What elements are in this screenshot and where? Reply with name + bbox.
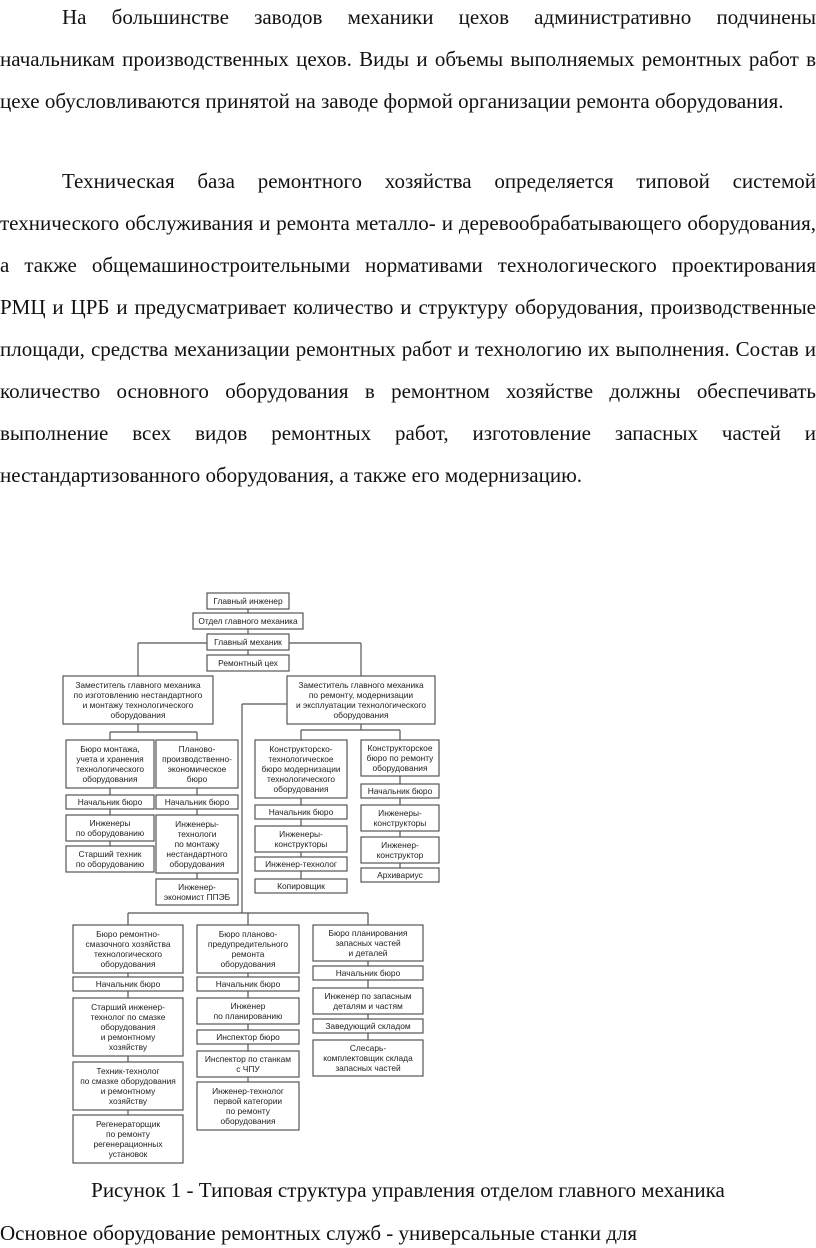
org-box <box>361 837 439 863</box>
org-box <box>197 1030 299 1044</box>
org-box-label: оборудования <box>333 710 389 720</box>
org-box-label: экономическое <box>167 764 227 774</box>
org-box-label: по ремонту <box>226 1106 270 1116</box>
org-box <box>197 1051 299 1077</box>
org-box-label: бюро по ремонту <box>366 753 434 763</box>
org-box-label: Конструкторское <box>367 743 433 753</box>
org-box-label: комплектовщик склада <box>323 1053 413 1063</box>
org-box-label: Ремонтный цех <box>218 658 278 668</box>
org-box-label: хозяйству <box>108 1096 148 1106</box>
column-spare-parts-bureau <box>313 925 423 1076</box>
chief-engineer-box <box>207 593 289 609</box>
org-box-label: Инспектор по станкам <box>204 1054 292 1064</box>
org-box-label: Техник-технолог <box>96 1066 160 1076</box>
paragraph-3-start: Основное оборудование ремонтных служб - универсальные станки для <box>0 1221 638 1245</box>
org-box <box>73 1115 183 1163</box>
org-box-label: по смазке оборудования <box>80 1076 176 1086</box>
org-box <box>313 988 423 1014</box>
column-design-repair-bureau <box>361 740 439 882</box>
org-box-label: технологи <box>177 829 217 839</box>
org-box-label: Начальник бюро <box>77 797 143 807</box>
org-box-label: оборудования <box>372 763 428 773</box>
org-box-label: по ремонту, модернизации <box>308 690 414 700</box>
org-box-label: технологического <box>75 764 145 774</box>
org-box-label: установок <box>108 1149 148 1159</box>
org-box-label: Начальник бюро <box>215 979 281 989</box>
org-box <box>66 846 154 872</box>
org-box <box>361 805 439 831</box>
org-box-label: Отдел главного механика <box>198 616 298 626</box>
repair-shop-box <box>207 655 289 671</box>
org-box-label: смазочного хозяйства <box>85 939 171 949</box>
org-box-label: Бюро планирования <box>328 928 408 938</box>
org-box-label: Инженеры- <box>279 829 323 839</box>
org-box-label: Планово- <box>178 744 216 754</box>
org-box-label: Инженер- <box>178 882 216 892</box>
org-box-label: Инженеры- <box>175 819 219 829</box>
paragraph-2: Техническая база ремонтного хозяйства определяется типовой системой технического обслуживания и ремонта металло- и деревообрабатывающего оборудования, а также общемашиностроительными нормативами технологического проектирования РМЦ и ЦРБ и предусматривает количество и структуру оборудования, производственные площади, средства механизации ремонтных работ и технологию их выполнения. Состав и количество основного оборудования в ремонтном хозяйстве должны обеспечивать выполнение всех видов ремонтных работ, изготовление запасных частей и нестандартизованного оборудования, а также его модернизацию. <box>0 169 816 487</box>
org-box-label: ремонта <box>231 949 265 959</box>
org-box-label: по планированию <box>213 1011 283 1021</box>
org-box-label: оборудования <box>110 710 166 720</box>
org-box-label: оборудования <box>100 959 156 969</box>
org-box-label: оборудования <box>273 784 329 794</box>
org-box-label: Старший техник <box>78 849 142 859</box>
org-box <box>156 815 238 873</box>
org-box <box>255 826 347 852</box>
org-box-label: предупредительного <box>207 939 289 949</box>
column-installation-bureau <box>66 740 154 872</box>
org-box-label: первой категории <box>213 1096 283 1106</box>
org-box <box>66 795 154 809</box>
org-box-label: технологическое <box>268 754 334 764</box>
org-box-label: Начальник бюро <box>367 786 433 796</box>
org-box-label: нестандартного <box>166 849 228 859</box>
org-box <box>255 857 347 871</box>
org-box-label: бюро модернизации <box>261 764 341 774</box>
org-box-label: по ремонту <box>106 1129 150 1139</box>
org-box-label: оборудования <box>220 959 276 969</box>
deputy-repair-box <box>287 676 435 724</box>
org-box-label: Инженер-технолог <box>212 1086 284 1096</box>
org-box-label: технологического <box>266 774 336 784</box>
chief-mechanic-box <box>207 634 289 650</box>
org-box-label: Бюро ремонтно- <box>96 929 160 939</box>
org-box-label: Регенераторщик <box>95 1119 161 1129</box>
org-box-label: Инженер <box>230 1001 266 1011</box>
column-planning-economic-bureau <box>156 740 238 905</box>
org-box <box>73 977 183 991</box>
org-box <box>361 868 439 882</box>
org-box-label: Бюро монтажа, <box>80 744 140 754</box>
org-box <box>313 1019 423 1033</box>
org-box-label: бюро <box>186 774 208 784</box>
org-box <box>73 925 183 973</box>
org-box-label: и монтажу технологического <box>82 700 194 710</box>
org-box <box>197 977 299 991</box>
org-box-label: деталям и частям <box>333 1001 403 1011</box>
org-box <box>313 966 423 980</box>
org-box <box>156 879 238 905</box>
org-box-label: запасных частей <box>335 938 401 948</box>
org-box-label: технолог по смазке <box>90 1012 166 1022</box>
org-box-label: запасных частей <box>335 1063 401 1073</box>
org-box-label: оборудования <box>169 859 225 869</box>
org-box-label: Начальник бюро <box>268 807 334 817</box>
org-box-label: и эксплуатации технологического <box>295 700 427 710</box>
org-box-label: оборудования <box>100 1022 156 1032</box>
chief-mechanic-department-box <box>193 613 303 629</box>
org-box-label: производственно- <box>162 754 232 764</box>
org-box <box>361 740 439 776</box>
org-box-label: Инженеры- <box>378 808 422 818</box>
figure-caption: Рисунок 1 - Типовая структура управления отделом главного механика <box>91 1178 725 1202</box>
org-box <box>255 805 347 819</box>
org-box-label: технологического <box>93 949 163 959</box>
org-box-label: Конструкторско- <box>269 744 333 754</box>
org-box <box>73 1062 183 1110</box>
deputy-nonstandard-box <box>63 676 213 724</box>
org-box <box>73 998 183 1056</box>
org-box <box>156 795 238 809</box>
org-box-label: Инженер по запасным <box>324 991 412 1001</box>
org-box-label: и деталей <box>348 948 388 958</box>
org-box <box>361 784 439 798</box>
org-box-label: конструктор <box>376 850 424 860</box>
org-box-label: по оборудованию <box>75 859 145 869</box>
org-box-label: Заведующий складом <box>325 1021 411 1031</box>
column-design-modernization-bureau <box>255 740 347 893</box>
org-box-label: с ЧПУ <box>236 1064 260 1074</box>
org-box-label: экономист ППЭБ <box>163 892 231 902</box>
org-box <box>66 815 154 841</box>
org-box-label: Заместитель главного механика <box>298 680 424 690</box>
org-box-label: по изготовлению нестандартного <box>73 690 203 700</box>
org-box-label: Главный механик <box>214 637 282 647</box>
org-box-label: Инспектор бюро <box>216 1032 280 1042</box>
org-box-label: Инженеры <box>89 818 131 828</box>
org-box-label: Инженер-технолог <box>265 859 337 869</box>
org-box-label: хозяйству <box>108 1042 148 1052</box>
column-preventive-repair-bureau <box>197 925 299 1130</box>
org-box-label: по оборудованию <box>75 828 145 838</box>
org-box-label: и ремонтному <box>100 1032 156 1042</box>
org-box-label: конструкторы <box>373 818 427 828</box>
org-box-label: Слесарь- <box>349 1043 387 1053</box>
org-box-label: конструкторы <box>274 839 328 849</box>
org-box <box>255 740 347 798</box>
org-box-label: и ремонтному <box>100 1086 156 1096</box>
org-box <box>66 740 154 788</box>
org-box-label: Начальник бюро <box>335 968 401 978</box>
org-box-label: Архивариус <box>377 870 423 880</box>
org-box <box>255 879 347 893</box>
org-box-label: Копировщик <box>277 881 325 891</box>
org-box-label: Начальник бюро <box>164 797 230 807</box>
org-box-label: регенерационных <box>93 1139 163 1149</box>
org-box-label: Заместитель главного механика <box>75 680 201 690</box>
org-box <box>197 1082 299 1130</box>
org-box-label: Начальник бюро <box>95 979 161 989</box>
org-box-label: учета и хранения <box>76 754 144 764</box>
org-box <box>197 925 299 973</box>
paragraph-1: На большинстве заводов механики цехов административно подчинены начальникам производственных цехов. Виды и объемы выполняемых ремонтных работ в цехе обусловливаются принятой на заводе формой организации ремонта оборудования. <box>0 5 816 113</box>
org-box <box>313 1040 423 1076</box>
column-lubrication-bureau <box>73 925 183 1163</box>
org-box-label: Старший инженер- <box>91 1002 165 1012</box>
org-box <box>313 925 423 961</box>
org-box-label: оборудования <box>220 1116 276 1126</box>
org-box-label: Бюро планово- <box>218 929 278 939</box>
org-box-label: Инженер- <box>381 840 419 850</box>
org-box <box>156 740 238 788</box>
org-box-label: оборудования <box>82 774 138 784</box>
org-box-label: по монтажу <box>174 839 220 849</box>
org-box <box>197 998 299 1024</box>
org-box-label: Главный инженер <box>213 596 283 606</box>
